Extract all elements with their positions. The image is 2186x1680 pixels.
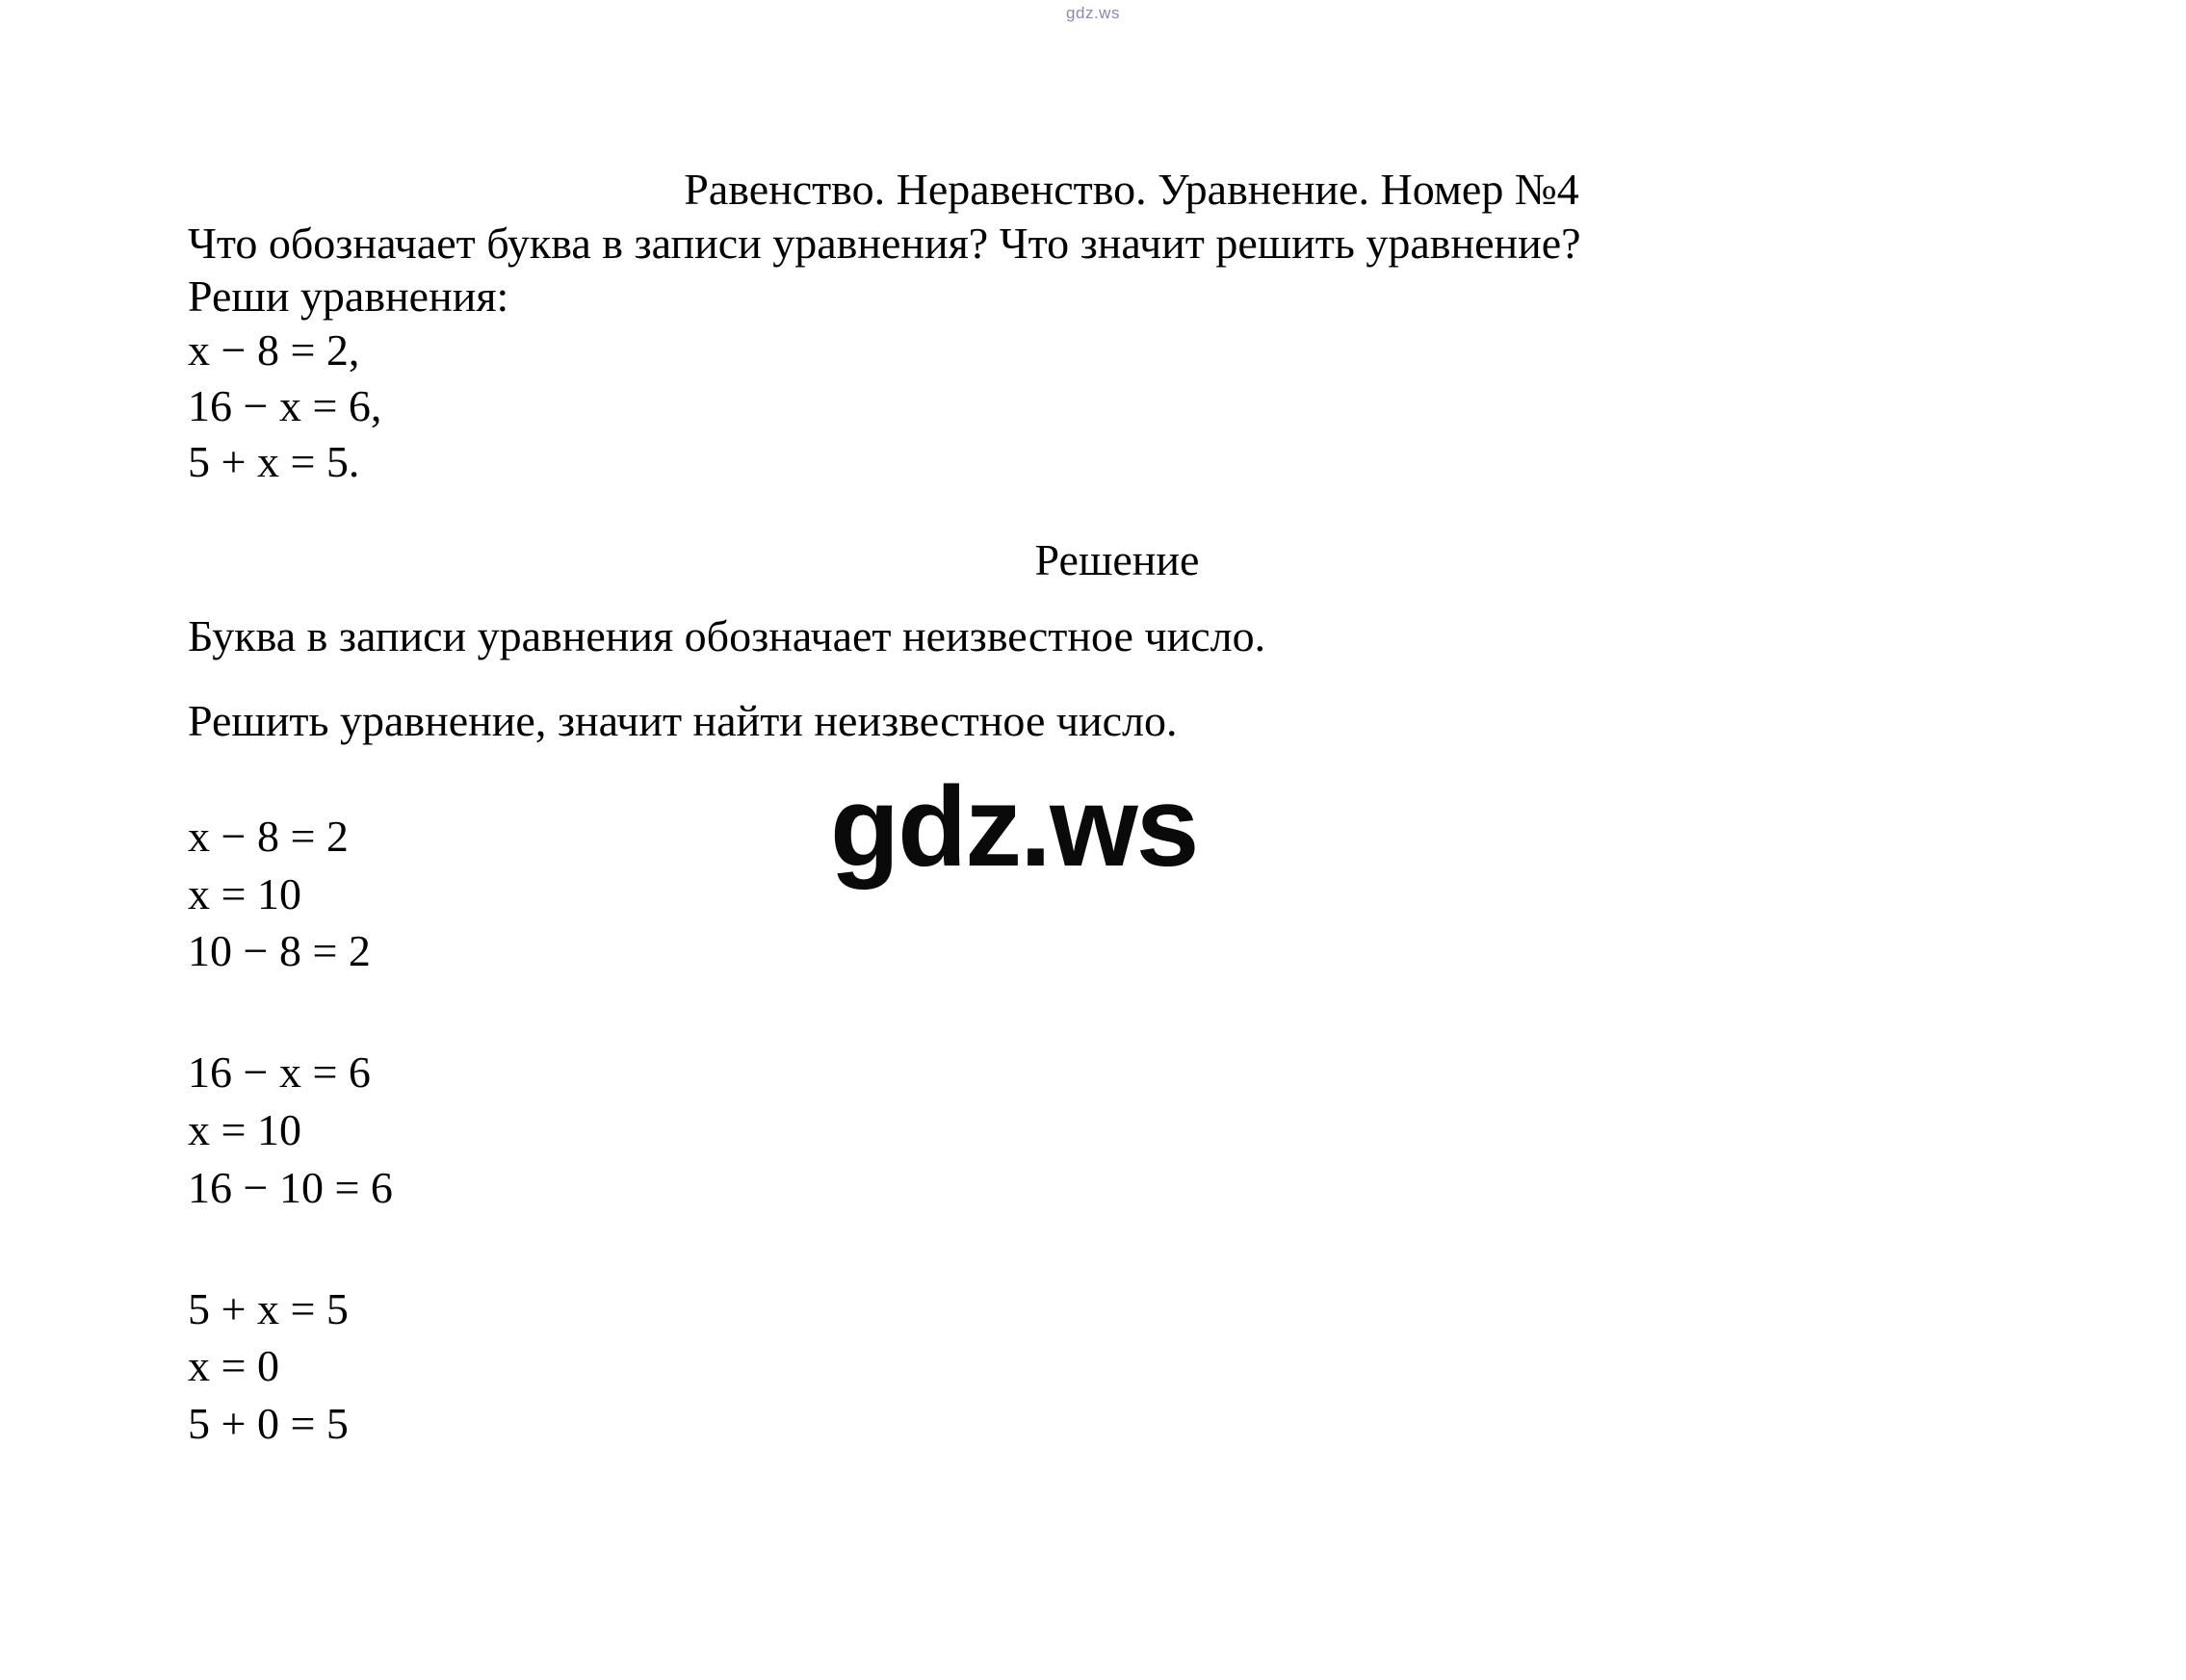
solution-group: [188, 1280, 2017, 1453]
task-instruction: Реши уравнения:: [188, 271, 509, 321]
solution-line: 16 − x = 6: [188, 1047, 371, 1098]
solution-line: x = 0: [188, 1341, 279, 1391]
solution-line: x − 8 = 2: [188, 811, 349, 861]
solution-line: 10 − 8 = 2: [188, 926, 371, 976]
solution-group: [188, 1044, 2017, 1216]
top-watermark: gdz.ws: [1066, 4, 1120, 22]
center-watermark: gdz.ws: [830, 763, 1198, 891]
task-equation: x − 8 = 2,: [188, 324, 360, 375]
solution-line: 5 + 0 = 5: [188, 1399, 349, 1449]
solution-heading: Решение: [1034, 534, 1200, 584]
explanation-text: Буква в записи уравнения обозначает неизвестное число.: [188, 610, 1266, 660]
solution-steps: [188, 808, 2017, 1453]
task-question: Что обозначает буква в записи уравнения? Что значит решить уравнение?: [188, 219, 1581, 269]
solution-line: x = 10: [188, 868, 301, 918]
task-equation: 5 + x = 5.: [188, 436, 360, 486]
task-equation-list: [188, 323, 2017, 490]
task-equation: 16 − x = 6,: [188, 380, 382, 430]
solution-line: 5 + x = 5: [188, 1283, 349, 1333]
explanation-text: Решить уравнение, значит найти неизвестное число.: [188, 696, 1178, 746]
solution-line: 16 − 10 = 6: [188, 1162, 393, 1212]
solution-line: x = 10: [188, 1104, 301, 1154]
page-title: Равенство. Неравенство. Уравнение. Номер №4: [684, 165, 1579, 214]
